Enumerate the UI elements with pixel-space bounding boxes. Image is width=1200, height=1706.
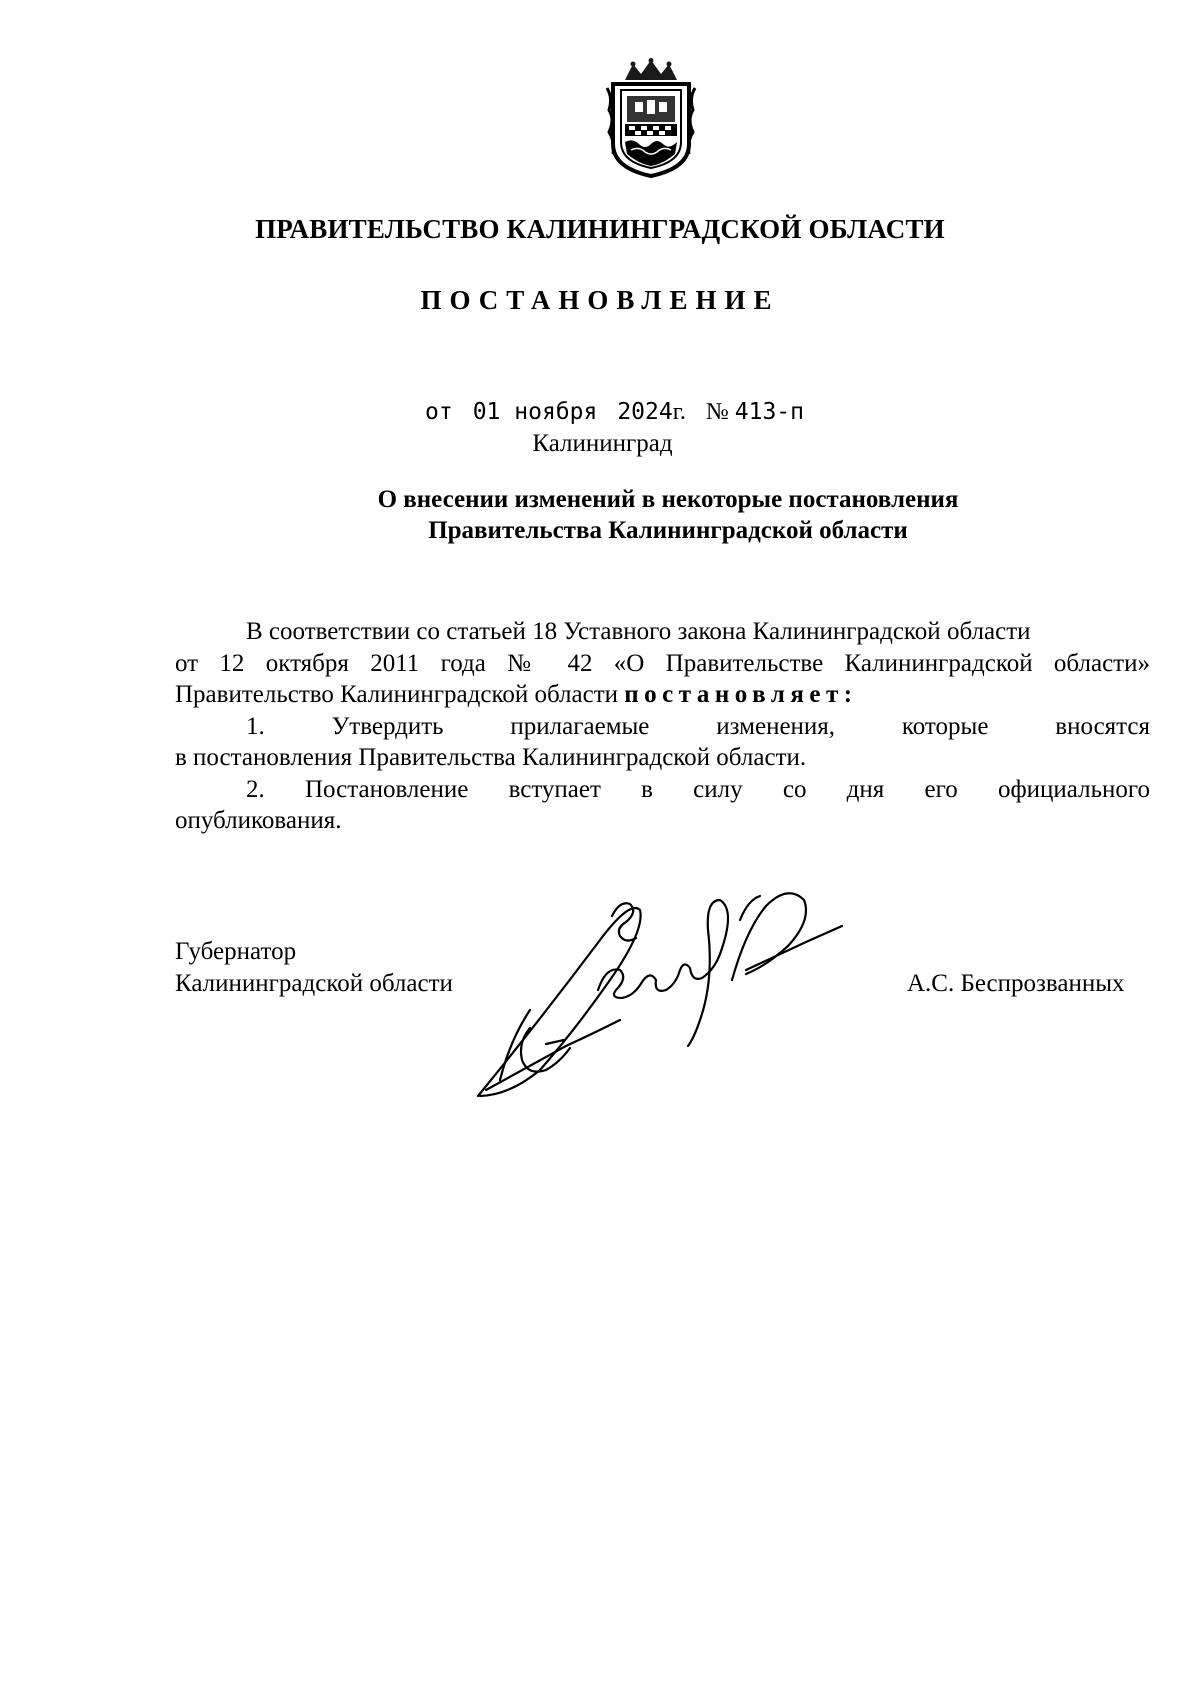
document-type: ПОСТАНОВЛЕНИЕ	[420, 285, 780, 315]
date-prefix: от	[425, 399, 453, 425]
year-suffix: г.	[672, 399, 686, 425]
city-name: Калининград	[532, 430, 673, 457]
handwritten-signature	[470, 870, 860, 1100]
item-2-line: опубликования.	[175, 807, 342, 834]
number-sign: №	[705, 399, 729, 425]
coat-of-arms-icon	[603, 58, 699, 178]
item-2-line: 2. Постановление вступает в силу со дня его официального	[246, 775, 1150, 803]
preamble-line	[175, 679, 1150, 711]
subject-line: Правительства Калининградской области	[428, 517, 908, 544]
organization-title: ПРАВИТЕЛЬСТВО КАЛИНИНГРАДСКОЙ ОБЛАСТИ	[255, 214, 945, 244]
document-date: 01 ноября	[472, 399, 598, 425]
preamble-line: от 12 октября 2011 года № 42 «О Правительстве Калининградской области»	[175, 649, 1150, 677]
decree-word: постановляет:	[624, 681, 858, 708]
signer-name: А.С. Беспрозванных	[907, 970, 1125, 997]
document-body	[175, 616, 1150, 837]
item-1-line: 1. Утвердить прилагаемые изменения, которые вносятся	[246, 712, 1150, 740]
document-year: 2024	[617, 399, 673, 425]
document-number: 413-п	[734, 399, 805, 425]
subject-line: О внесении изменений в некоторые постановления	[377, 486, 959, 513]
item-1-line: в постановления Правительства Калининградской области.	[175, 744, 807, 771]
signer-position	[175, 936, 453, 1000]
preamble-line: В соответствии со статьей 18 Уставного закона Калининградской области	[246, 618, 1031, 645]
preamble-text: Правительство Калининградской области	[175, 681, 619, 708]
date-number-line	[425, 398, 804, 426]
signer-position-line: Губернатор	[175, 938, 297, 965]
signer-position-line: Калининградской области	[175, 970, 453, 997]
document-subject	[290, 484, 1046, 546]
